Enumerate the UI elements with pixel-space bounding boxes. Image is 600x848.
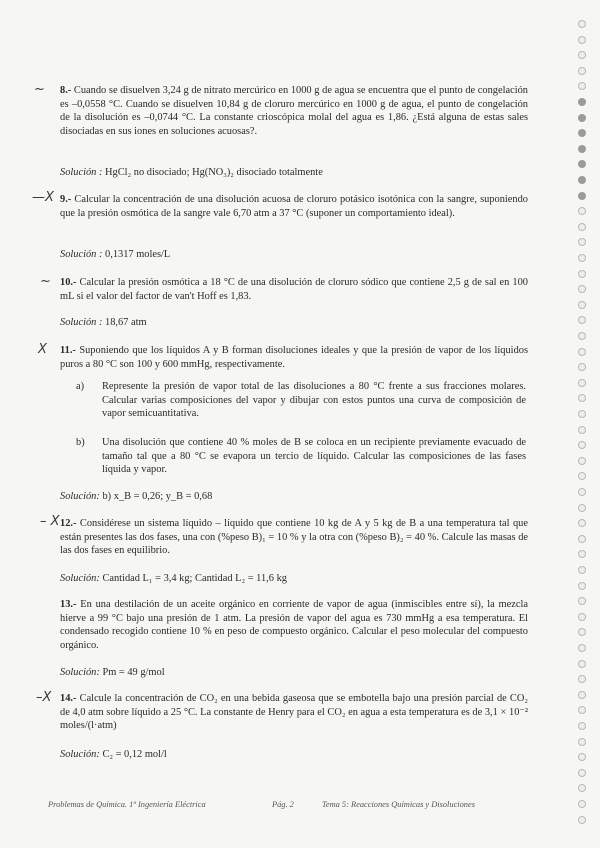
binding-hole: [578, 410, 586, 418]
solution-14: [60, 748, 167, 761]
solution-13: [60, 666, 165, 679]
binding-hole: [578, 691, 586, 699]
binding-hole: [578, 488, 586, 496]
handwritten-mark: – X: [40, 514, 60, 529]
binding-hole: [578, 519, 586, 527]
solution-8: [60, 166, 323, 179]
binding-hole: [578, 363, 586, 371]
problem-text: En una destilación de un aceite orgánico en corriente de vapor de agua (inmiscibles entre sí), la mezcla hierve a 99 °C bajo una presión de 1 atm. La presión de vapor del agua es 730 mmHg a esa temperatura. El condensado recogido contiene 10 % en peso de compuesto orgánico. Calcular el peso molecular del compuesto orgánico.: [60, 599, 528, 651]
binding-hole: [578, 582, 586, 590]
binding-hole: [578, 628, 586, 636]
binding-hole: [578, 426, 586, 434]
subproblem-text: Represente la presión de vapor total de las disoluciones a 80 °C frente a sus fracciones molares. Calcular varias composiciones del vapor y dibujar con estos puntos una curva de composición de vapor semicuantitativa.: [102, 381, 526, 420]
binding-hole: [578, 660, 586, 668]
binding-hole: [578, 98, 586, 106]
binding-hole: [578, 566, 586, 574]
binding-hole: [578, 675, 586, 683]
solution-value: 18,67 atm: [105, 317, 147, 328]
problem-number: 9.-: [60, 194, 72, 205]
binding-hole: [578, 722, 586, 730]
solution-value: HgCl₂ no disociado; Hg(NO₃)₂ disociado totalmente: [105, 167, 323, 178]
problem-text: Calcule la concentración de CO₂ en una bebida gaseosa que se embotella bajo una presión parcial de CO₂ de 4,0 atm sobre líquido a 25 °C. La constante de Henry para el CO₂ en agua a esta temperatura es de 3,1 × 10⁻² moles/(l·atm): [60, 693, 528, 732]
binding-hole: [578, 379, 586, 387]
problem-12: [60, 517, 528, 558]
binding-hole: [578, 800, 586, 808]
binding-hole: [578, 472, 586, 480]
handwritten-mark: ~: [40, 274, 51, 289]
problem-text: Suponiendo que los líquidos A y B forman disoluciones ideales y que la presión de vapor de los líquidos puros a 80 °C son 100 y 600 mmHg, respectivamente.: [60, 345, 528, 370]
binding-hole: [578, 176, 586, 184]
subproblem-letter: a): [76, 381, 85, 392]
binding-hole: [578, 441, 586, 449]
binding-hole: [578, 36, 586, 44]
binding-hole: [578, 394, 586, 402]
problem-text: Considérese un sistema líquido – líquido que contiene 10 kg de A y 5 kg de B a una temperatura tal que están presentes las dos fases, una con (%peso B)₁ = 10 % y la otra con (%peso B)₂ = 40 %. Calcule las masas de las dos fases en equilibrio.: [60, 518, 528, 557]
solution-value: 0,1317 moles/L: [105, 249, 171, 260]
problem-13: [60, 598, 528, 652]
subproblem-a: [76, 380, 526, 421]
problem-number: 12.-: [60, 518, 77, 529]
solution-value: b) x_B = 0,26; y_B = 0,68: [102, 491, 213, 502]
problem-text: Calcular la concentración de una disolución acuosa de cloruro potásico isotónica con la sangre, suponiendo que la presión osmótica de la sangre vale 6,70 atm a 37 °C (suponer un comportamiento ideal).: [60, 194, 528, 219]
problem-8: [60, 84, 528, 138]
subproblem-letter: b): [76, 437, 85, 448]
solution-label: Solución :: [60, 167, 103, 178]
handwritten-mark: X: [38, 342, 47, 357]
binding-hole: [578, 753, 586, 761]
problem-11: [60, 344, 528, 371]
binding-hole: [578, 270, 586, 278]
problem-text: Cuando se disuelven 3,24 g de nitrato mercúrico en 1000 g de agua se encuentra que el punto de congelación es –0,0558 °C. Cuando se disuelven 10,84 g de cloruro mercúrico en 1000 g de agua, el punto de congelación de la disolución es –0,0744 °C. La constante crioscópica molal del agua es 1,86. ¿Está alguna de estas sales disociadas en sus iones en soluciones acuosas?.: [60, 85, 528, 137]
binding-hole: [578, 192, 586, 200]
binding-hole: [578, 238, 586, 246]
binding-hole: [578, 613, 586, 621]
solution-label: Solución:: [60, 573, 100, 584]
binding-hole: [578, 738, 586, 746]
binding-hole: [578, 67, 586, 75]
binding-hole: [578, 301, 586, 309]
binding-hole: [578, 160, 586, 168]
problem-14: [60, 692, 528, 733]
solution-label: Solución:: [60, 491, 100, 502]
binding-hole: [578, 316, 586, 324]
handwritten-mark: —X: [32, 190, 54, 205]
binding-hole: [578, 82, 586, 90]
subproblem-text: Una disolución que contiene 40 % moles de B se coloca en un recipiente previamente evacuado de tamaño tal que a 80 °C se evapora un tercio de líquido. Calcular las composiciones de las fases líquida y vapor.: [102, 437, 526, 476]
problem-number: 11.-: [60, 345, 76, 356]
solution-11: [60, 490, 212, 503]
binding-hole: [578, 254, 586, 262]
binding-hole: [578, 20, 586, 28]
binding-hole: [578, 114, 586, 122]
problem-9: [60, 193, 528, 220]
binding-hole: [578, 285, 586, 293]
binding-hole: [578, 207, 586, 215]
problem-text: Calcular la presión osmótica a 18 °C de una disolución de cloruro sódico que contiene 2,5 g de sal en 100 mL si el valor del factor de van't Hoff es 1,83.: [60, 277, 528, 302]
binding-hole: [578, 145, 586, 153]
solution-label: Solución :: [60, 317, 103, 328]
binding-hole: [578, 223, 586, 231]
solution-value: C₂ = 0,12 mol/l: [102, 749, 167, 760]
binding-hole: [578, 706, 586, 714]
binding-hole: [578, 644, 586, 652]
binding-hole: [578, 51, 586, 59]
problem-number: 10.-: [60, 277, 77, 288]
binding-hole: [578, 332, 586, 340]
solution-value: Cantidad L₁ = 3,4 kg; Cantidad L₂ = 11,6 kg: [102, 573, 287, 584]
binding-hole: [578, 816, 586, 824]
binding-hole: [578, 504, 586, 512]
subproblem-b: [76, 436, 526, 477]
solution-12: [60, 572, 287, 585]
binding-hole: [578, 457, 586, 465]
solution-label: Solución:: [60, 749, 100, 760]
binding-hole: [578, 784, 586, 792]
handwritten-mark: –X: [36, 690, 52, 705]
solution-label: Solución :: [60, 249, 103, 260]
footer-page-number: Pág. 2: [272, 800, 294, 809]
solution-label: Solución:: [60, 667, 100, 678]
spiral-binding: [574, 0, 594, 848]
binding-hole: [578, 348, 586, 356]
solution-9: [60, 248, 170, 261]
footer-course: Problemas de Química. 1º Ingeniería Eléctrica: [48, 800, 206, 809]
binding-hole: [578, 769, 586, 777]
footer-topic: Tema 5: Reacciones Químicas y Disoluciones: [322, 800, 475, 809]
problem-10: [60, 276, 528, 303]
problem-number: 14.-: [60, 693, 77, 704]
binding-hole: [578, 129, 586, 137]
solution-10: [60, 316, 147, 329]
problem-number: 13.-: [60, 599, 77, 610]
binding-hole: [578, 550, 586, 558]
problem-number: 8.-: [60, 85, 72, 96]
binding-hole: [578, 535, 586, 543]
solution-value: Pm = 49 g/mol: [102, 667, 165, 678]
handwritten-mark: ~: [34, 82, 45, 97]
binding-hole: [578, 597, 586, 605]
